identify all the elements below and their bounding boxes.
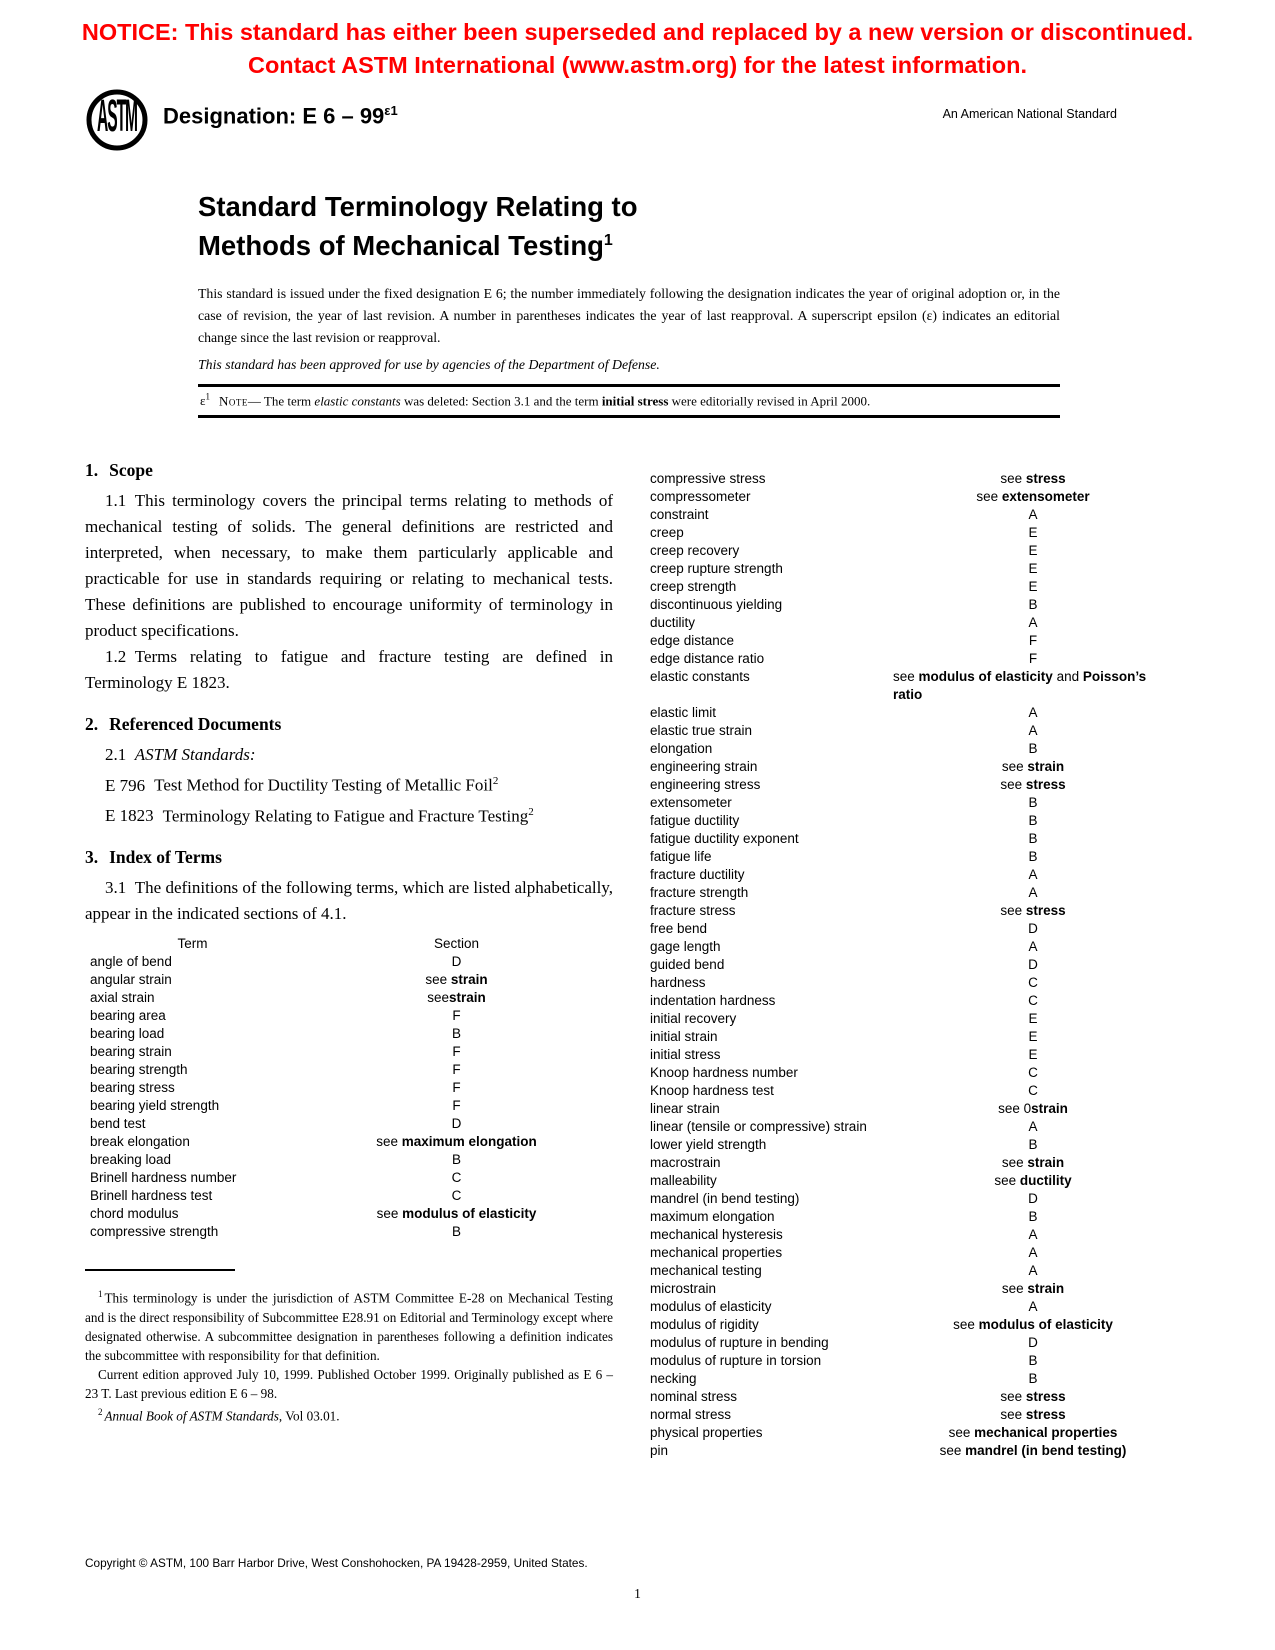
section-ref: C [1028,1083,1038,1098]
index-row [643,776,1173,794]
section-ref: B [451,1152,461,1168]
index-row [643,1442,1173,1460]
section-ref: B [1028,741,1038,756]
term-label: mechanical hysteresis [650,1227,783,1242]
scope-heading [85,458,613,482]
index-row [85,1097,613,1115]
section-ref: see mandrel (in bend testing) [939,1443,1127,1458]
index-row [643,1082,1173,1100]
index-row [643,1352,1173,1370]
term-label: elastic true strain [650,723,753,738]
copyright-line: Copyright © ASTM, 100 Barr Harbor Drive, West Conshohocken, PA 19428-2959, United States. [85,1556,588,1570]
term-label: malleability [650,1173,717,1188]
index-row [643,470,1173,488]
section-ref: C [1028,975,1038,990]
term-label: engineering stress [650,777,761,792]
term-label: Brinell hardness number [90,1170,237,1186]
reference-title: Terminology Relating to Fatigue and Fracture Testing [162,806,529,826]
note-epsilon-marker [200,393,210,408]
index-row [643,848,1173,866]
footnote-2-italic: Annual Book of ASTM Standards [104,1408,279,1424]
term-label: Knoop hardness test [650,1083,774,1098]
index-table-headers [85,935,613,953]
index-row [643,668,1173,704]
index-row [643,578,1173,596]
index-row [643,524,1173,542]
reference-footnote-marker: 2 [528,805,534,818]
page-number: 1 [634,1586,641,1601]
index-row [643,956,1173,974]
term-label: bearing area [90,1008,166,1024]
section-ref: see stress [1000,1407,1066,1422]
section-ref: E [1028,561,1038,576]
index-number: 3. [85,847,99,868]
defense-statement: This standard has been approved for use by agencies of the Department of Defense. [198,357,660,372]
term-label: gage length [650,939,721,954]
issuance-paragraph: This standard is issued under the fixed designation E 6; the number immediately following the designation indicates the year of original adoption or, in the case of revision, the year of last revision. A number in parentheses indicates the year of last reapproval. A superscript epsilon (ε) indicates an editorial change since the last revision or reapproval. [198,286,1060,345]
title-line-2: Methods of Mechanical Testing [198,230,604,262]
section-ref: see 0strain [998,1101,1068,1116]
term-label: modulus of rupture in bending [650,1335,829,1350]
section-ref: B [1028,597,1038,612]
section-ref: A [1028,615,1038,630]
section-ref: B [451,1026,461,1042]
index-paragraph-3-1: 3.1 The definitions of the following terms, which are listed alphabetically, appear in the indicated sections of 4.1. [85,878,613,924]
term-label: guided bend [650,957,725,972]
index-row [643,974,1173,992]
term-label: compressive stress [650,471,766,486]
section-ref: A [1028,939,1038,954]
section-ref: A [1028,723,1038,738]
term-label: constraint [650,507,709,522]
index-row [85,1133,613,1151]
term-label: fracture ductility [650,867,745,882]
section-ref: E [1028,543,1038,558]
section-ref: E [1028,579,1038,594]
reference-footnote-marker: 2 [492,775,499,787]
term-label: mandrel (in bend testing) [650,1191,800,1206]
index-row [643,884,1173,902]
section-ref: see stress [1000,777,1066,792]
term-label: bearing stress [90,1080,175,1096]
term-label: initial recovery [650,1011,737,1026]
section-ref: A [1028,1227,1038,1242]
index-row [643,1316,1173,1334]
title-line-1: Standard Terminology Relating to [198,191,638,222]
section-ref: F [452,1044,461,1060]
term-label: physical properties [650,1425,763,1440]
index-row [643,596,1173,614]
index-row [643,1100,1173,1118]
index-row [643,902,1173,920]
term-label: modulus of elasticity [650,1299,772,1314]
term-label: fracture strength [650,885,749,900]
term-label: nominal stress [650,1389,738,1404]
term-label: creep rupture strength [650,561,783,576]
term-label: hardness [650,975,706,990]
right-column [643,458,1173,1460]
title-footnote-marker: 1 [603,232,613,249]
term-label: lower yield strength [650,1137,767,1152]
term-label: angle of bend [90,954,172,970]
index-rows-right [643,470,1173,1460]
term-label: Brinell hardness test [90,1188,213,1204]
index-row [85,1151,613,1169]
index-row [85,989,613,1007]
term-label: free bend [650,921,708,936]
section-ref: B [1028,813,1038,828]
index-row [85,1169,613,1187]
section-ref: see strain [1001,1281,1065,1296]
section-ref: C [1028,993,1038,1008]
left-column [85,458,613,1425]
footnote-1-continued: Current edition approved July 10, 1999. Published October 1999. Originally published as E 6 – 23 T. Last previous edition E 6 – 98. [85,1366,613,1401]
section-ref: F [452,1062,461,1078]
term-label: microstrain [650,1281,717,1296]
document-header [85,88,1117,154]
index-row [643,740,1173,758]
index-row [643,1190,1173,1208]
superseded-notice [0,16,1275,82]
section-ref: see stress [1000,471,1066,486]
index-row [643,1010,1173,1028]
notice-line-2: Contact ASTM International (www.astm.org) for the latest information. [247,52,1027,78]
reference-item [85,768,613,799]
index-row [643,1226,1173,1244]
index-row [643,938,1173,956]
designation-epsilon-sup: ε1 [384,103,398,118]
term-label: linear strain [650,1101,720,1116]
index-row [85,953,613,971]
section-ref: A [1028,1245,1038,1260]
term-label: bearing yield strength [90,1098,220,1114]
section-ref: F [452,1008,461,1024]
section-ref: see modulus of elasticity [953,1317,1113,1332]
term-label: creep [650,525,684,540]
index-row [643,1244,1173,1262]
term-label: axial strain [90,990,155,1006]
index-row [643,920,1173,938]
astm-standards-number: 2.1 [105,745,127,764]
reference-title: Test Method for Ductility Testing of Metallic Foil [154,775,493,795]
index-row [643,488,1173,506]
section-ref: D [1028,1335,1038,1350]
section-ref: A [1028,1299,1038,1314]
term-label: bearing load [90,1026,165,1042]
section-ref: A [1028,1119,1038,1134]
term-label: extensometer [650,795,732,810]
index-row [85,1007,613,1025]
section-ref: A [1028,1263,1038,1278]
section-ref: see strain [1001,1155,1065,1170]
index-row [643,1424,1173,1442]
term-label: fatigue life [650,849,712,864]
term-label: edge distance [650,633,735,648]
section-ref: B [1028,1371,1038,1386]
index-row [643,1118,1173,1136]
term-column-header: Term [177,936,208,952]
index-row [85,1223,613,1241]
section-ref: B [1028,831,1038,846]
footnote-1 [85,1285,613,1364]
term-label: Knoop hardness number [650,1065,798,1080]
term-label: mechanical testing [650,1263,762,1278]
term-label: macrostrain [650,1155,721,1170]
term-label: edge distance ratio [650,651,765,666]
section-ref: D [1028,1191,1038,1206]
referenced-number: 2. [85,714,99,734]
section-ref: D [451,954,462,970]
section-ref: C [1028,1065,1038,1080]
section-ref: B [451,1224,461,1240]
index-row [643,812,1173,830]
term-label: fatigue ductility exponent [650,831,799,846]
scope-paragraph-1-1: 1.1 This terminology covers the principal terms relating to methods of mechanical testing of solids. The general definitions are restricted and interpreted, when necessary, to make them particularly applicable and practicable for use in standards requiring or relating to mechanical tests. These definitions are published to encourage uniformity of terminology in product specifications. [85,491,613,640]
section-ref: see modulus of elasticity [376,1206,537,1222]
reference-code: E 1823 [105,806,154,826]
term-label: compressometer [650,489,751,504]
section-ref: A [1028,867,1038,882]
index-row [643,632,1173,650]
index-title: Index of Terms [109,847,222,868]
footnote-2 [85,1403,613,1425]
term-label: initial stress [650,1047,721,1062]
index-row [643,1064,1173,1082]
two-column-body [85,458,1173,1460]
section-ref: E [1028,1047,1038,1062]
section-ref: see extensometer [976,489,1090,504]
section-ref: C [451,1170,462,1186]
national-standard-label: An American National Standard [942,107,1117,121]
index-row [643,560,1173,578]
referenced-documents-heading [85,712,613,736]
section-ref: see stress [1000,903,1066,918]
index-row [643,1046,1173,1064]
term-label: mechanical properties [650,1245,783,1260]
section-ref: E [1028,1029,1038,1044]
term-label: maximum elongation [650,1209,775,1224]
scope-paragraph-1-2: 1.2 Terms relating to fatigue and fracture testing are defined in Terminology E 1823. [85,647,613,692]
note-epsilon-sup: 1 [205,392,210,402]
index-row [85,1115,613,1133]
index-row [643,1388,1173,1406]
index-row [643,1334,1173,1352]
section-ref: B [1028,1353,1038,1368]
term-label: bend test [90,1116,146,1132]
term-label: elongation [650,741,713,756]
index-row [643,1028,1173,1046]
footnote-1-text: This terminology is under the jurisdiction of ASTM Committee E-28 on Mechanical Testing and is the direct responsibility of Subcommittee E28.91 on Editorial and Terminology except where designated otherwise. A subcommittee designation in parentheses following a definition indicates the subcommittee with responsibility for that definition. [85,1290,613,1363]
term-label: chord modulus [90,1206,179,1222]
section-ref: see ductility [994,1173,1072,1188]
index-row [85,1079,613,1097]
document-title [198,190,638,263]
index-row [85,971,613,989]
section-ref: see maximum elongation [376,1134,537,1150]
section-column-header: Section [433,936,480,952]
index-row [643,1172,1173,1190]
index-row [643,1208,1173,1226]
section-ref: F [452,1080,461,1096]
term-label: breaking load [90,1152,172,1168]
referenced-standards-list [85,768,613,829]
term-label: creep strength [650,579,737,594]
notice-line-1: NOTICE: This standard has either been superseded and replaced by a new version or discontinued. [81,19,1194,45]
term-label: necking [650,1371,697,1386]
section-ref: D [1028,957,1038,972]
section-ref: A [1028,507,1038,522]
index-row [643,704,1173,722]
scope-title: Scope [109,460,153,480]
section-ref: see strain [425,972,488,988]
index-row [643,1370,1173,1388]
term-label: normal stress [650,1407,732,1422]
footnote-2-rest: , Vol 03.01. [278,1408,340,1424]
section-ref: E [1028,1011,1038,1026]
term-label: indentation hardness [650,993,776,1008]
section-ref: F [1028,633,1038,648]
section-ref: F [452,1098,461,1114]
term-label: bearing strain [90,1044,172,1060]
index-row [85,1025,613,1043]
term-label: angular strain [90,972,172,988]
reference-item [85,799,613,830]
term-label: elastic limit [650,705,717,720]
footnote-divider [85,1269,235,1271]
index-row [643,1262,1173,1280]
term-label: fracture stress [650,903,736,918]
index-table-right [643,470,1173,1460]
index-rows-left [85,953,613,1241]
note-text: — The term elastic constants was deleted: Section 3.1 and the term initial stress were editorially revised in April 2000. [247,393,871,409]
note-label: Note [218,393,248,409]
astm-logo-icon [85,88,149,152]
referenced-title: Referenced Documents [109,714,282,734]
section-ref: D [451,1116,462,1132]
index-row [643,758,1173,776]
term-label: modulus of rigidity [650,1317,759,1332]
scope-number: 1. [85,460,99,480]
term-label: bearing strength [90,1062,188,1078]
astm-standards-italic: ASTM Standards: [134,745,256,764]
reference-code: E 796 [105,775,146,795]
index-row [643,866,1173,884]
index-row [85,1061,613,1079]
astm-standards-subheading [85,742,613,768]
section-ref: B [1028,849,1038,864]
section-ref: E [1028,525,1038,540]
index-row [643,722,1173,740]
footnote-1-marker: 1 [98,1289,103,1300]
note-epsilon: ε [200,393,206,409]
editorial-note [198,384,1060,418]
section-ref: see modulus of elasticity and Poisson’s ratio [893,669,1147,702]
index-row [643,1136,1173,1154]
section-ref: D [1028,921,1038,936]
index-row [643,614,1173,632]
index-row [643,650,1173,668]
term-label: discontinuous yielding [650,597,783,612]
index-row [85,1187,613,1205]
index-row [643,992,1173,1010]
section-ref: seestrain [427,990,486,1006]
section-ref: see mechanical properties [948,1425,1118,1440]
index-of-terms-heading [85,845,613,869]
term-label: break elongation [90,1134,190,1150]
designation-text: Designation: E 6 – 99 [163,103,385,129]
section-ref: F [1028,651,1038,666]
designation-label [163,103,398,129]
section-ref: C [451,1188,462,1204]
section-ref: B [1028,1209,1038,1224]
term-label: engineering strain [650,759,758,774]
index-row [643,1298,1173,1316]
term-label: ductility [650,615,696,630]
section-ref: A [1028,705,1038,720]
term-label: modulus of rupture in torsion [650,1353,822,1368]
astm-logo-text: ASTM [96,92,138,142]
index-row [643,1406,1173,1424]
index-row [643,1154,1173,1172]
term-label: compressive strength [90,1224,219,1240]
index-table-left [85,935,613,1241]
index-row [85,1043,613,1061]
section-ref: A [1028,885,1038,900]
footnote-2-marker: 2 [98,1406,103,1417]
index-row [643,794,1173,812]
term-label: linear (tensile or compressive) strain [650,1119,867,1134]
section-ref: see strain [1001,759,1065,774]
index-row [643,542,1173,560]
section-ref: see stress [1000,1389,1066,1404]
section-ref: B [1028,1137,1038,1152]
footnotes-block [85,1269,613,1425]
term-label: pin [650,1443,669,1458]
term-label: initial strain [650,1029,718,1044]
term-label: creep recovery [650,543,740,558]
index-row [85,1205,613,1223]
term-label: elastic constants [650,669,750,684]
index-row [643,506,1173,524]
section-ref: B [1028,795,1038,810]
term-label: fatigue ductility [650,813,740,828]
index-row [643,1280,1173,1298]
index-row [643,830,1173,848]
